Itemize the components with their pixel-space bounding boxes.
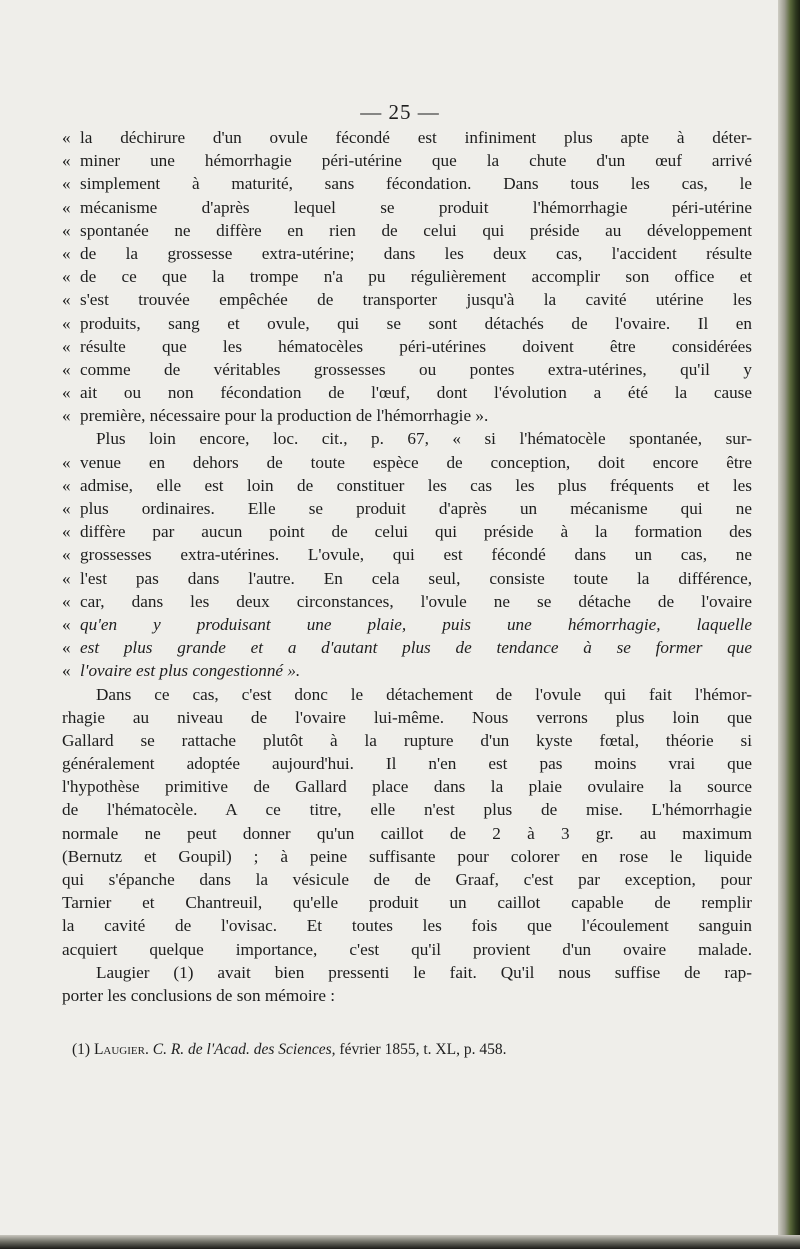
text-line	[62, 126, 752, 149]
line-text: la cavité de l'ovisac. Et toutes les fois que l'écoulement sanguin	[62, 916, 752, 936]
quote-mark: «	[62, 591, 71, 611]
line-text: normale ne peut donner qu'un caillot de 2 à 3 gr. au maximum	[62, 823, 752, 843]
text-line	[62, 288, 752, 311]
line-text: l'ovaire est plus congestionné ».	[80, 661, 301, 681]
footnote-details: février 1855, t. XL, p. 458.	[339, 1041, 507, 1058]
line-text: Plus loin encore, loc. cit., p. 67, « si l'hématocèle spontanée, sur-	[96, 429, 752, 449]
quote-mark: «	[62, 313, 71, 333]
line-text: produits, sang et ovule, qui se sont détachés de l'ovaire. Il en	[80, 313, 752, 333]
line-text: résulte que les hématocèles péri-utérines doivent être considérées	[80, 336, 752, 356]
text-line	[62, 427, 752, 450]
quote-mark: «	[62, 522, 71, 542]
text-line	[62, 938, 752, 961]
line-text: l'est pas dans l'autre. En cela seul, consiste toute la différence,	[80, 568, 752, 588]
quote-mark: «	[62, 267, 71, 287]
text-line	[62, 451, 752, 474]
line-text: ait ou non fécondation de l'œuf, dont l'évolution a été la cause	[80, 383, 752, 403]
text-line	[62, 172, 752, 195]
quote-mark: «	[62, 128, 71, 147]
line-text: est plus grande et a d'autant plus de tendance à se former que	[80, 638, 752, 658]
line-text: généralement adoptée aujourd'hui. Il n'en est pas moins vrai que	[62, 754, 752, 774]
text-line	[62, 775, 752, 798]
text-line	[62, 961, 752, 984]
footnote-author: Laugier.	[93, 1041, 149, 1058]
line-text: mécanisme d'après lequel se produit l'hémorrhagie péri-utérine	[80, 197, 752, 217]
quote-mark: «	[62, 475, 71, 495]
line-text: acquiert quelque importance, c'est qu'il provient d'un ovaire malade.	[62, 939, 752, 959]
line-text: grossesses extra-utérines. L'ovule, qui est fécondé dans un cas, ne	[80, 545, 752, 565]
text-line	[62, 404, 752, 427]
line-text: spontanée ne diffère en rien de celui qui préside au développement	[80, 220, 752, 240]
text-line	[62, 265, 752, 288]
line-text: diffère par aucun point de celui qui préside à la formation des	[80, 522, 752, 542]
text-line	[62, 567, 752, 590]
line-text: qu'en y produisant une plaie, puis une hémorrhagie, laquelle	[80, 614, 752, 634]
quote-mark: «	[62, 499, 71, 518]
text-line	[62, 497, 752, 520]
line-text: de la grossesse extra-utérine; dans les deux cas, l'accident résulte	[80, 243, 752, 263]
line-text: simplement à maturité, sans fécondation. Dans tous les cas, le	[80, 174, 752, 194]
line-text: s'est trouvée empêchée de transporter jusqu'à la cavité utérine les	[80, 290, 752, 310]
quote-mark: «	[62, 290, 71, 310]
text-line	[62, 914, 752, 937]
line-text: porter les conclusions de son mémoire :	[62, 985, 336, 1005]
text-line	[62, 474, 752, 497]
quote-mark: «	[62, 545, 71, 565]
quote-mark: «	[62, 197, 71, 217]
quote-mark: «	[62, 614, 71, 634]
text-line	[62, 381, 752, 404]
quote-mark: «	[62, 359, 71, 379]
text-line	[62, 520, 752, 543]
line-text: rhagie au niveau de l'ovaire lui-même. Nous verrons plus loin que	[62, 707, 752, 727]
text-line	[62, 845, 752, 868]
line-text: admise, elle est loin de constituer les cas les plus fréquents et les	[80, 475, 752, 495]
text-line	[62, 798, 752, 821]
line-text: de ce que la trompe n'a pu régulièrement accomplir son office et	[80, 267, 752, 287]
line-text: de l'hématocèle. A ce titre, elle n'est plus de mise. L'hémorrhagie	[62, 800, 752, 820]
text-line	[62, 659, 752, 682]
text-line	[62, 868, 752, 891]
quote-mark: «	[62, 383, 71, 403]
quote-mark: «	[62, 220, 71, 240]
text-line	[62, 358, 752, 381]
line-text: qui s'épanche dans la vésicule de de Graaf, c'est par exception, pour	[62, 870, 752, 889]
footnote	[72, 1040, 752, 1060]
quote-mark: «	[62, 661, 71, 681]
text-line	[62, 613, 752, 636]
text-line	[62, 312, 752, 335]
page-number: — 25 —	[360, 100, 440, 124]
text-line	[62, 636, 752, 659]
line-text: miner une hémorrhagie péri-utérine que la chute d'un œuf arrivé	[80, 151, 752, 171]
body-text	[62, 126, 752, 1007]
quote-mark: «	[62, 452, 71, 472]
text-line	[62, 683, 752, 706]
text-line	[62, 543, 752, 566]
text-line	[62, 891, 752, 914]
line-text: Gallard se rattache plutôt à la rupture d'un kyste fœtal, théorie si	[62, 730, 752, 750]
footnote-source: C. R. de l'Acad. des Sciences,	[152, 1041, 336, 1058]
quote-mark: «	[62, 151, 71, 171]
line-text: première, nécessaire pour la production de l'hémorrhagie ».	[80, 406, 489, 426]
line-text: Dans ce cas, c'est donc le détachement de l'ovule qui fait l'hémor-	[96, 684, 752, 704]
text-line	[62, 219, 752, 242]
line-text: (Bernutz et Goupil) ; à peine suffisante pour colorer en rose le liquide	[62, 846, 752, 866]
text-line	[62, 729, 752, 752]
quote-mark: «	[62, 243, 71, 263]
text-line	[62, 335, 752, 358]
line-text: car, dans les deux circonstances, l'ovule ne se détache de l'ovaire	[80, 591, 752, 611]
page-bottom-edge	[0, 1235, 800, 1249]
quote-mark: «	[62, 638, 71, 658]
quote-mark: «	[62, 406, 71, 426]
text-line	[62, 590, 752, 613]
text-line	[62, 984, 752, 1007]
line-text: comme de véritables grossesses ou pontes extra-utérines, qu'il y	[80, 359, 752, 379]
line-text: Tarnier et Chantreuil, qu'elle produit un caillot capable de remplir	[62, 893, 752, 913]
book-binding-edge	[778, 0, 800, 1249]
text-line	[62, 822, 752, 845]
line-text: plus ordinaires. Elle se produit d'après un mécanisme qui ne	[80, 499, 752, 518]
text-line	[62, 149, 752, 172]
line-text: la déchirure d'un ovule fécondé est infiniment plus apte à déter-	[80, 128, 752, 147]
text-line	[62, 196, 752, 219]
line-text: l'hypothèse primitive de Gallard place dans la plaie ovulaire la source	[62, 777, 752, 797]
quote-mark: «	[62, 568, 71, 588]
quote-mark: «	[62, 336, 71, 356]
line-text: Laugier (1) avait bien pressenti le fait. Qu'il nous suffise de rap-	[96, 962, 752, 982]
text-line	[62, 706, 752, 729]
text-line	[62, 242, 752, 265]
line-text: venue en dehors de toute espèce de conception, doit encore être	[80, 452, 752, 472]
text-line	[62, 752, 752, 775]
footnote-marker: (1)	[72, 1041, 91, 1058]
quote-mark: «	[62, 174, 71, 194]
